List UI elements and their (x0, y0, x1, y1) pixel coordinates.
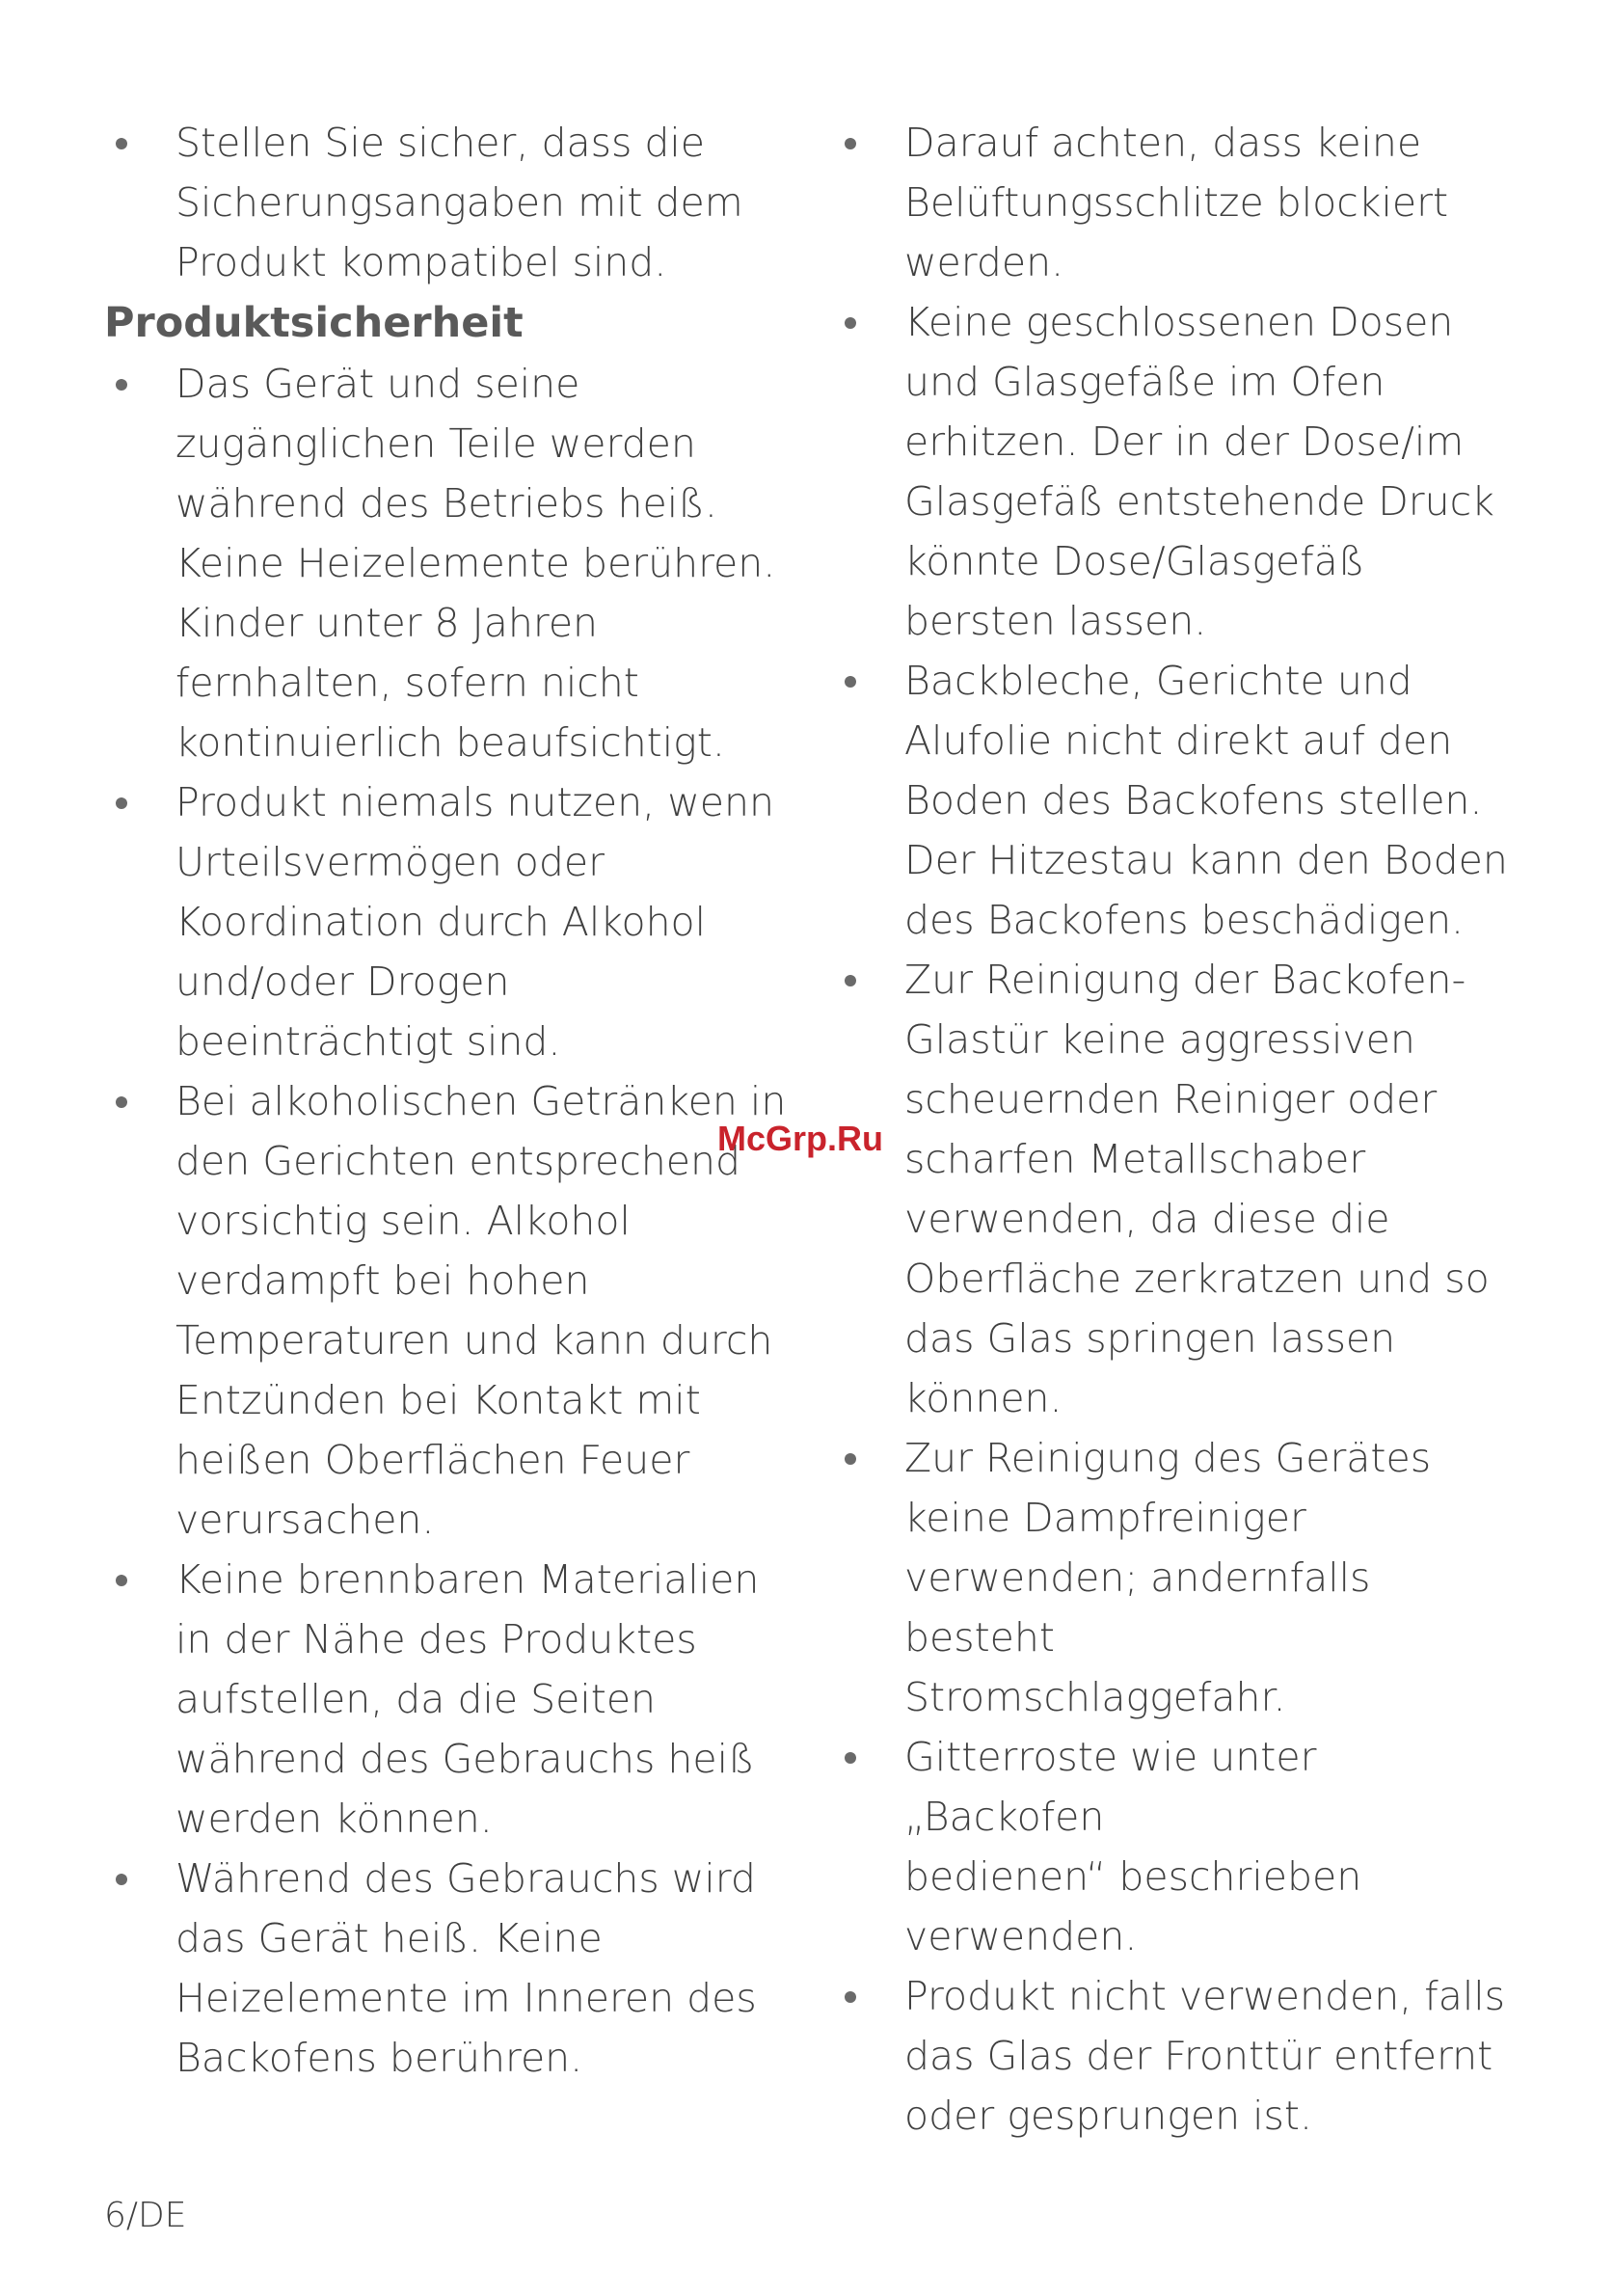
right-safety-list (833, 113, 1527, 2146)
bullet-icon (845, 1991, 856, 2003)
list-item (104, 1550, 798, 1849)
item-text: Stellen Sie sicher, dass die Sicherungsangaben mit dem Produkt kompatibel sind. (175, 120, 743, 285)
left-column (104, 113, 798, 2088)
watermark: McGrp.Ru (717, 1119, 884, 1158)
bullet-icon (116, 138, 127, 149)
section-heading: Produktsicherheit (104, 299, 524, 347)
bullet-icon (116, 379, 127, 391)
bullet-icon (845, 1752, 856, 1764)
item-text: Darauf achten, dass keine Belüftungsschlitze blockiert werden. (904, 120, 1449, 285)
bullet-icon (116, 1096, 127, 1108)
item-text: Backbleche, Gerichte und Alufolie nicht direkt auf den Boden des Backofens stellen. Der Hitzestau kann den Boden des Backofens beschädigen. (904, 658, 1508, 943)
item-text: Zur Reinigung des Gerätes keine Dampfreiniger verwenden; andernfalls besteht Stromschlaggefahr. (904, 1435, 1432, 1720)
item-text: Produkt nicht verwenden, falls das Glas der Fronttür entfernt oder gesprungen ist. (904, 1973, 1506, 2139)
list-item (104, 1849, 798, 2088)
page-number: 6/DE (104, 2196, 187, 2235)
item-text: Keine geschlossenen Dosen und Glasgefäße im Ofen erhitzen. Der in der Dose/im Glasgefäß entstehende Druck könnte Dose/Glasgefäß bersten lassen. (904, 299, 1494, 644)
bullet-icon (845, 138, 856, 149)
item-text: Bei alkoholischen Getränken in den Gerichten entsprechend vorsichtig sein. Alkohol verdampft bei hohen Temperaturen und kann durch Entzünden bei Kontakt mit heißen Oberflächen Feuer verursachen. (175, 1078, 787, 1543)
intro-list (104, 113, 798, 292)
bullet-icon (845, 975, 856, 986)
item-text: Gitterroste wie unter „Backofen bedienen“ beschrieben verwenden. (904, 1734, 1362, 1959)
bullet-icon (845, 317, 856, 329)
bullet-icon (116, 1575, 127, 1586)
list-item (833, 651, 1527, 950)
list-item (833, 113, 1527, 292)
right-column (833, 113, 1527, 2146)
bullet-icon (116, 797, 127, 809)
item-text: Während des Gebrauchs wird das Gerät heiß. Keine Heizelemente im Inneren des Backofens berühren. (175, 1855, 757, 2081)
item-text: Produkt niemals nutzen, wenn Urteilsvermögen oder Koordination durch Alkohol und/oder Drogen beeinträchtigt sind. (175, 779, 774, 1065)
list-item (833, 950, 1527, 1428)
list-item (833, 292, 1527, 651)
bullet-icon (845, 1453, 856, 1465)
list-item (833, 1966, 1527, 2146)
bullet-icon (845, 676, 856, 688)
product-safety-list (104, 354, 798, 2088)
item-text: Keine brennbaren Materialien in der Nähe des Produktes aufstellen, da die Seiten während des Gebrauchs heiß werden können. (175, 1556, 760, 1842)
bullet-icon (116, 1874, 127, 1885)
item-text: Das Gerät und seine zugänglichen Teile werden während des Betriebs heiß. Keine Heizelemente berühren. Kinder unter 8 Jahren fernhalten, sofern nicht kontinuierlich beaufsichtigt. (175, 361, 776, 766)
list-item (104, 354, 798, 772)
list-item (833, 1727, 1527, 1966)
list-item (104, 772, 798, 1071)
list-item (104, 1071, 798, 1550)
item-text: Zur Reinigung der Backofen- Glastür keine aggressiven scheuernden Reiniger oder scharfen Metallschaber verwenden, da diese die Oberfläche zerkratzen und so das Glas springen lassen können. (904, 957, 1490, 1421)
list-item (833, 1428, 1527, 1727)
list-item (104, 113, 798, 292)
